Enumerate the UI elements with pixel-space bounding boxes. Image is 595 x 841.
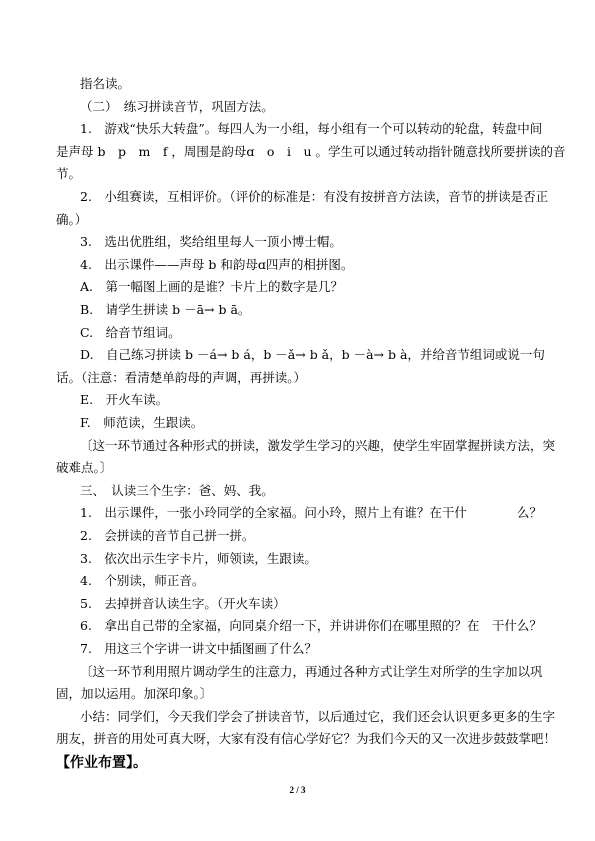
page-number: 2 / 3 [289, 785, 306, 795]
text-line-17: 〔这一环节通过各种形式的拼读，激发学生学习的兴趣，使学生牢固掌握拼读方法，突 [80, 437, 556, 453]
text-line-15: E. 开火车读。 [80, 392, 169, 408]
text-line-11: B. 请学生拼读 b －ā→ b ā。 [80, 302, 251, 317]
text-line-10: A. 第一幅图上画的是谁？卡片上的数字是几？ [80, 279, 344, 295]
text-line-16: F. 师范读，生跟读。 [80, 415, 204, 430]
text-line-13: D. 自己练习拼读 b －á→ b á，b －ǎ→ b ǎ，b －à→ b à，并给音节组词或说一句 [80, 347, 545, 363]
text-line-18: 破难点。〕 [56, 460, 113, 476]
text-line-23: 4. 个别读，师正音。 [80, 573, 205, 589]
text-line-26: 7. 用这三个字讲一讲文中插图画了什么？ [80, 641, 317, 656]
text-line-2: （二） 练习拼读音节，巩固方法。 [80, 98, 274, 114]
text-line-30: 朋友，拼音的用处可真大呀，大家有没有信心学好它？为我们今天的又一次进步鼓鼓掌吧！ [56, 731, 557, 747]
text-line-9: 4. 出示课件——声母 b 和韵母ɑ四声的相拼图。 [80, 256, 354, 272]
text-line-25: 6. 拿出自己带的全家福，向同桌介绍一下，并讲讲你们在哪里照的？在 干什么？ [80, 618, 542, 634]
text-line-27: 〔这一环节利用照片调动学生的注意力，再通过各种方式让学生对所学的生字加以巩 [80, 663, 543, 679]
text-line-29: 小结：同学们，今天我们学会了拼读音节，以后通过它，我们还会认识更多更多的生字 [80, 708, 556, 724]
text-line-28: 固，加以运用。加深印象。〕 [56, 686, 213, 702]
text-line-21: 2. 会拼读的音节自己拼一拼。 [80, 528, 255, 543]
text-line-5: 节。 [56, 166, 82, 182]
text-line-12: C. 给音节组词。 [80, 324, 181, 340]
text-line-8: 3. 选出优胜组，奖给组里每人一顶小博士帽。 [80, 234, 342, 250]
text-line-6: 2. 小组赛读，互相评价。（评价的标准是：有没有按拼音方法读，音节的拼读是否正 [80, 189, 549, 204]
text-line-14: 话。（注意：看清楚单韵母的声调，再拼读。） [56, 369, 307, 385]
text-line-22: 3. 依次出示生字卡片，师领读，生跟读。 [80, 550, 317, 566]
text-line-1: 指名读。 [80, 76, 131, 91]
text-line-3: 1. 游戏“快乐大转盘”。每四人为一小组，每小组有一个可以转动的轮盘，转盘中间 [80, 121, 543, 137]
text-line-19: 三、 认读三个生字：爸、妈、我。 [80, 482, 274, 498]
text-line-24: 5. 去掉拼音认读生字。（开火车读） [80, 595, 286, 611]
homework-heading: 【作业布置】。 [56, 755, 147, 771]
text-line-7: 确。） [56, 211, 88, 227]
text-line-4: 是声母 b p m f ，周围是韵母ɑ o i u 。学生可以通过转动指针随意找所要拼读的音 [56, 143, 566, 159]
text-line-20: 1. 出示课件，一张小玲同学的全家福。问小玲，照片上有谁？在干什 么？ [80, 505, 542, 521]
